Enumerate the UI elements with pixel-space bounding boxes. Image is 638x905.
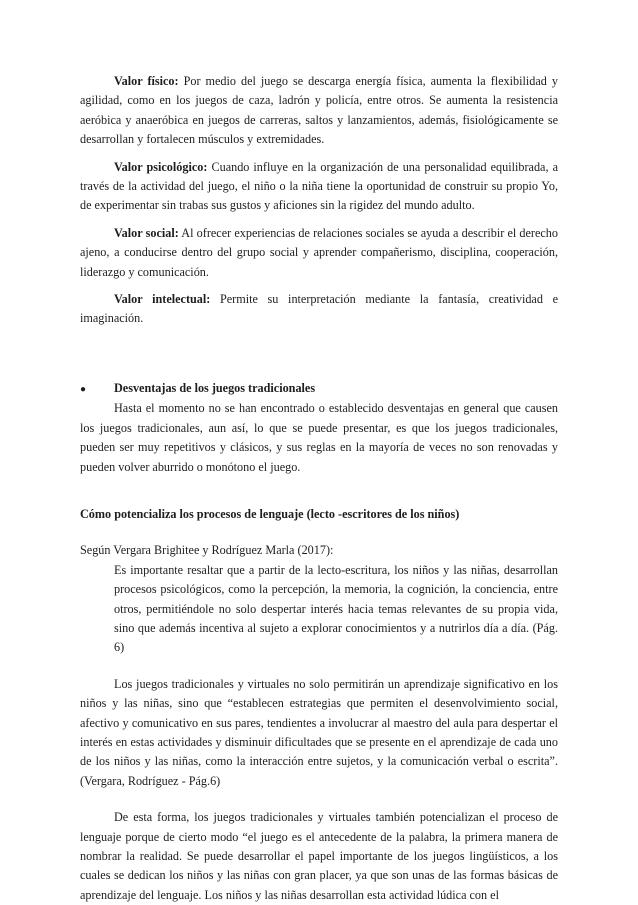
text-valor-fisico: Por medio del juego se descarga energía física, aumenta la flexibilidad y agilidad, como en los juegos de caza, ladrón y policía, entre otros. Se aumenta la resistencia aeróbica y anaeróbica en juegos de carreras, saltos y lanzamientos, además, fisiológicamente se desarrollan y fortalecen músculos y extremidades.: [80, 74, 558, 147]
paragraph-valor-intelectual: [80, 290, 558, 329]
paragraph-tradicionales-virtuales: Los juegos tradicionales y virtuales no solo permitirán un aprendizaje significativo en los niños y las niñas, sino que “establecen estrategias que permiten el desenvolvimiento social, afectivo y comunicativo en sus pares, tendientes a involucrar al maestro del aula para despertar el interés en estas actividades y disminuir dificultades que se presente en el aprendizaje de cada uno de los niños y las niñas, como la interacción entre sujetos, y la comunicación verbal o escrita”. (Vergara, Rodríguez - Pág.6): [80, 676, 558, 788]
label-valor-social: Valor social:: [114, 225, 179, 240]
label-valor-intelectual: Valor intelectual:: [114, 292, 211, 307]
citation-intro: Según Vergara Brighitee y Rodríguez Marla (2017):: [80, 543, 334, 558]
bullet-icon: ●: [80, 383, 87, 395]
text-valor-social: Al ofrecer experiencias de relaciones sociales se ayuda a describir el derecho ajeno, a conducirse dentro del grupo social y aprender compañerismo, disciplina, cooperación, liderazgo y comunicación.: [80, 225, 558, 279]
text-valor-intelectual: Permite su interpretación mediante la fantasía, creatividad e imaginación.: [80, 292, 559, 326]
section-heading: Cómo potencializa los procesos de lenguaje (lecto -escritores de los niños): [80, 506, 460, 521]
bullet-desventajas: [80, 379, 558, 399]
paragraph-valor-psicologico: [80, 158, 558, 216]
desventajas-title: Desventajas de los juegos tradicionales: [114, 380, 316, 395]
paragraph-valor-social: [80, 224, 558, 282]
label-valor-fisico: Valor físico:: [114, 74, 179, 88]
text-valor-psicologico: Cuando influye en la organización de una personalidad equilibrada, a través de la actividad del juego, el niño o la niña tiene la oportunidad de construir su propio Yo, de experimentar sin trabas sus gustos y aficiones sin la rigidez del mundo adulto.: [80, 159, 558, 213]
block-quote: Es importante resaltar que a partir de la lecto-escritura, los niños y las niñas, desarrollan procesos psicológicos, como la percepción, la memoria, la cognición, la conciencia, entre otros, permitiéndole no solo despertar interés hacia temas relevantes de su propia vida, sino que además incentiva al sujeto a explorar conocimientos y a nutrirlos día a día. (Pág. 6): [114, 562, 558, 655]
paragraph-valor-fisico: [80, 72, 558, 150]
label-valor-psicologico: Valor psicológico:: [114, 159, 208, 174]
paragraph-esta-forma: De esta forma, los juegos tradicionales y virtuales también potencializan el proceso de lenguaje porque de cierto modo “el juego es el antecedente de la palabra, la primera manera de nombrar la realidad. Se puede desarrollar el papel importante de los juegos lingüísticos, a los cuales se dedican los niños y las niñas con gran placer, ya que son unas de las formas básicas de aprendizaje del lenguaje. Los niños y las niñas desarrollan esta actividad lúdica con el: [80, 810, 558, 902]
paragraph-desventajas: Hasta el momento no se han encontrado o establecido desventajas en general que causen los juegos tradicionales, aun así, lo que se puede presentar, es que los juegos tradicionales, pueden ser muy repetitivos y clásicos, y sus reglas en la mayoría de veces no son renovadas y pueden volver aburrido o monótono el juego.: [80, 401, 558, 474]
